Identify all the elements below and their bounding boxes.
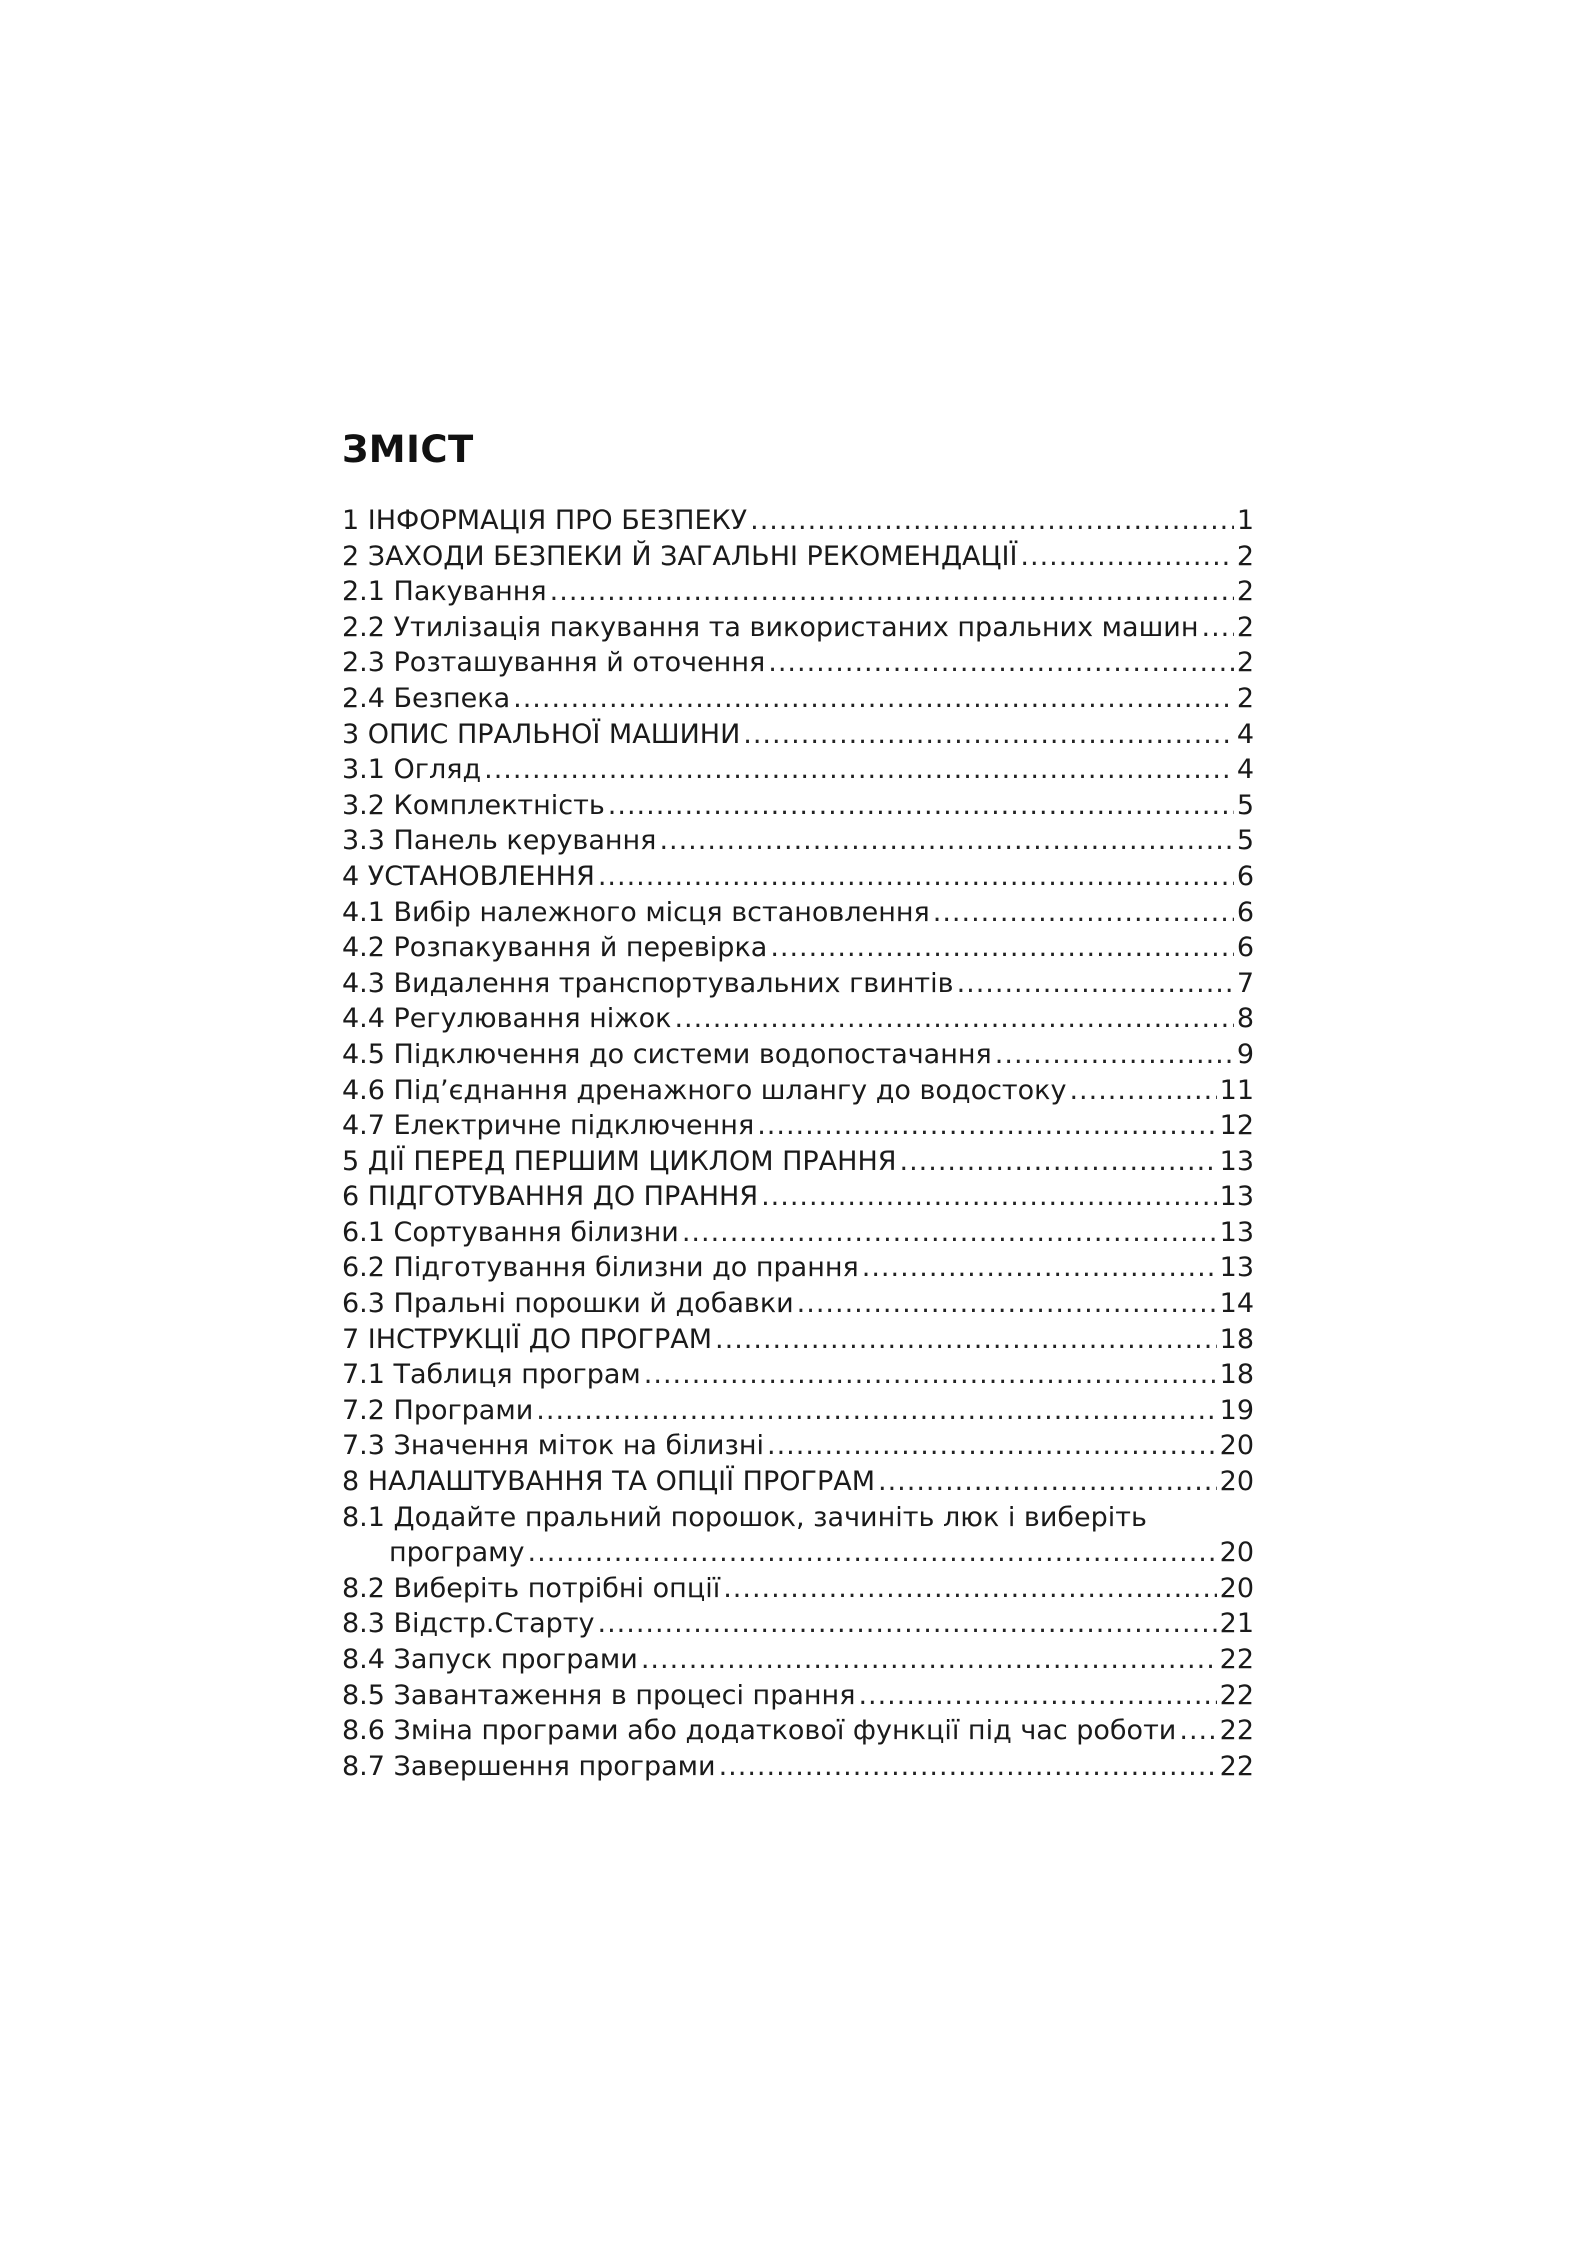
toc-entry	[342, 539, 1254, 575]
toc-dot-leader	[770, 930, 1234, 966]
toc-dot-leader	[878, 1464, 1217, 1500]
toc-title: ЗМІСТ	[342, 428, 474, 471]
toc-dot-leader	[528, 1535, 1217, 1571]
toc-entry	[342, 1179, 1254, 1215]
toc-dot-leader	[858, 1678, 1216, 1714]
toc-entry-label: 4.7 Електричне підключення	[342, 1110, 755, 1142]
toc-dot-leader	[598, 859, 1234, 895]
toc-entry	[342, 930, 1254, 966]
toc-entry	[342, 1073, 1254, 1109]
toc-dot-leader	[715, 1322, 1217, 1358]
toc-entry-label: 4.6 Під’єднання дренажного шлангу до водостоку	[342, 1074, 1067, 1106]
toc-entry-page: 9	[1236, 1038, 1254, 1070]
toc-entry	[342, 503, 1254, 539]
toc-entry-label: 2.1 Пакування	[342, 576, 547, 608]
toc-entry	[342, 645, 1254, 681]
toc-entry	[342, 859, 1254, 895]
toc-dot-leader	[933, 895, 1234, 931]
toc-entry-page: 6	[1236, 860, 1254, 892]
toc-entry-label: 3.2 Комплектність	[342, 789, 605, 821]
toc-entry-page: 22	[1219, 1679, 1254, 1711]
toc-entry-page: 22	[1219, 1750, 1254, 1782]
toc-dot-leader	[536, 1393, 1216, 1429]
toc-entry	[342, 1215, 1254, 1251]
toc-dot-leader	[644, 1357, 1217, 1393]
toc-entry	[342, 574, 1254, 610]
toc-entry-page: 4	[1236, 754, 1254, 786]
toc-entry	[342, 1571, 1254, 1607]
toc-list	[342, 503, 1254, 1784]
toc-entry	[342, 1606, 1254, 1642]
toc-dot-leader	[761, 1179, 1217, 1215]
toc-dot-leader	[797, 1286, 1217, 1322]
toc-entry-page: 2	[1236, 611, 1254, 643]
toc-entry	[342, 1108, 1254, 1144]
toc-entry-page: 20	[1219, 1572, 1254, 1604]
toc-dot-leader	[550, 574, 1234, 610]
toc-entry-page: 13	[1219, 1181, 1254, 1213]
toc-dot-leader	[513, 681, 1234, 717]
toc-entry	[342, 1428, 1254, 1464]
toc-dot-leader	[484, 752, 1234, 788]
toc-entry-label: 3 ОПИС ПРАЛЬНОЇ МАШИНИ	[342, 718, 741, 750]
toc-entry-page: 6	[1236, 932, 1254, 964]
toc-dot-leader	[659, 823, 1233, 859]
toc-entry	[342, 823, 1254, 859]
toc-dot-leader	[723, 1571, 1216, 1607]
toc-entry-page: 22	[1219, 1715, 1254, 1747]
toc-entry-page: 18	[1219, 1323, 1254, 1355]
toc-entry	[342, 1357, 1254, 1393]
toc-entry-label: 7.2 Програми	[342, 1394, 534, 1426]
toc-entry-page: 18	[1219, 1359, 1254, 1391]
toc-entry-page: 5	[1236, 825, 1254, 857]
toc-dot-leader	[757, 1108, 1216, 1144]
toc-entry	[342, 610, 1254, 646]
toc-dot-leader	[641, 1642, 1217, 1678]
toc-entry-page: 2	[1236, 576, 1254, 608]
toc-entry-page: 7	[1236, 967, 1254, 999]
toc-entry	[342, 1464, 1254, 1500]
toc-entry-page: 13	[1219, 1145, 1254, 1177]
toc-entry-page: 4	[1236, 718, 1254, 750]
toc-entry	[342, 1393, 1254, 1429]
toc-dot-leader	[995, 1037, 1234, 1073]
toc-entry-label: 6.1 Сортування білизни	[342, 1216, 679, 1248]
toc-entry-page: 12	[1219, 1110, 1254, 1142]
toc-entry	[342, 1144, 1254, 1180]
toc-dot-leader	[862, 1250, 1217, 1286]
toc-dot-leader	[768, 645, 1234, 681]
toc-entry-label: 4.2 Розпакування й перевірка	[342, 932, 768, 964]
toc-entry-label: 7.3 Значення міток на білизні	[342, 1430, 764, 1462]
toc-entry-label: 4.4 Регулювання ніжок	[342, 1003, 672, 1035]
toc-entry-label: 3.1 Огляд	[342, 754, 482, 786]
toc-dot-leader	[682, 1215, 1217, 1251]
toc-dot-leader	[900, 1144, 1217, 1180]
toc-dot-leader	[608, 788, 1234, 824]
toc-dot-leader	[957, 966, 1234, 1002]
toc-entry	[342, 1642, 1254, 1678]
toc-entry	[342, 1250, 1254, 1286]
toc-entry	[342, 966, 1254, 1002]
toc-entry	[342, 681, 1254, 717]
toc-entry-label: 2 ЗАХОДИ БЕЗПЕКИ Й ЗАГАЛЬНІ РЕКОМЕНДАЦІЇ	[342, 540, 1018, 572]
toc-entry	[342, 788, 1254, 824]
toc-entry-continuation	[342, 1535, 1254, 1571]
toc-entry-label: 4.3 Видалення транспортувальних гвинтів	[342, 967, 954, 999]
toc-entry-page: 2	[1236, 540, 1254, 572]
toc-entry-label-continuation: програму	[389, 1537, 525, 1569]
toc-entry-label: 5 ДІЇ ПЕРЕД ПЕРШИМ ЦИКЛОМ ПРАННЯ	[342, 1145, 897, 1177]
toc-entry-label: 1 ІНФОРМАЦІЯ ПРО БЕЗПЕКУ	[342, 505, 748, 536]
toc-entry	[342, 1322, 1254, 1358]
toc-entry-page: 14	[1219, 1288, 1254, 1320]
toc-dot-leader	[1069, 1073, 1216, 1109]
toc-entry-page: 19	[1219, 1394, 1254, 1426]
toc-entry	[342, 895, 1254, 931]
toc-entry-first-line	[342, 1500, 1254, 1536]
toc-entry-label: 4.5 Підключення до системи водопостачання	[342, 1038, 992, 1070]
toc-entry-page: 11	[1219, 1074, 1254, 1106]
toc-entry-page: 13	[1219, 1216, 1254, 1248]
toc-entry-label: 8.4 Запуск програми	[342, 1644, 638, 1675]
toc-entry-label: 3.3 Панель керування	[342, 825, 657, 857]
toc-entry	[342, 1037, 1254, 1073]
toc-entry-label: 6 ПІДГОТУВАННЯ ДО ПРАННЯ	[342, 1181, 759, 1213]
toc-entry-label: 2.2 Утилізація пакування та використаних пральних машин	[342, 611, 1199, 643]
toc-dot-leader	[1179, 1713, 1216, 1749]
toc-entry	[342, 717, 1254, 753]
toc-entry-page: 2	[1236, 682, 1254, 714]
toc-dot-leader	[597, 1606, 1216, 1642]
toc-entry-label: 8.5 Завантаження в процесі прання	[342, 1679, 856, 1711]
toc-dot-leader	[767, 1428, 1217, 1464]
toc-entry-label: 6.2 Підготування білизни до прання	[342, 1252, 859, 1284]
toc-dot-leader	[674, 1001, 1233, 1037]
toc-entry-label: 8.2 Виберіть потрібні опції	[342, 1572, 721, 1604]
toc-dot-leader	[743, 717, 1234, 753]
toc-entry	[342, 1678, 1254, 1714]
toc-entry-page: 22	[1219, 1644, 1254, 1675]
toc-dot-leader	[1202, 610, 1234, 646]
toc-entry-page: 20	[1219, 1466, 1254, 1498]
toc-entry-page: 6	[1236, 896, 1254, 928]
toc-entry-page: 5	[1236, 789, 1254, 821]
toc-entry	[342, 1713, 1254, 1749]
toc-entry-label: 8.7 Завершення програми	[342, 1750, 716, 1782]
toc-entry-label: 7.1 Таблиця програм	[342, 1359, 641, 1391]
toc-entry-page: 20	[1219, 1430, 1254, 1462]
toc-entry-page: 2	[1236, 647, 1254, 679]
toc-entry-page: 20	[1219, 1537, 1254, 1569]
toc-entry	[342, 752, 1254, 788]
toc-entry-page: 1	[1236, 505, 1254, 536]
toc-entry	[342, 1749, 1254, 1785]
toc-dot-leader	[719, 1749, 1217, 1785]
toc-entry-label: 6.3 Пральні порошки й добавки	[342, 1288, 794, 1320]
toc-entry-page: 13	[1219, 1252, 1254, 1284]
toc-entry-label: 2.4 Безпека	[342, 682, 511, 714]
toc-entry-page: 8	[1236, 1003, 1254, 1035]
toc-dot-leader	[750, 503, 1234, 539]
toc-entry-label: 8.3 Відстр.Старту	[342, 1608, 595, 1640]
toc-entry-page: 21	[1219, 1608, 1254, 1640]
toc-entry-label: 8.1 Додайте пральний порошок, зачиніть люк і виберіть	[342, 1501, 1147, 1533]
toc-entry-label: 4 УСТАНОВЛЕННЯ	[342, 860, 595, 892]
toc-entry	[342, 1286, 1254, 1322]
toc-entry	[342, 1001, 1254, 1037]
toc-entry-label: 2.3 Розташування й оточення	[342, 647, 766, 679]
toc-dot-leader	[1020, 539, 1233, 575]
toc-entry-label: 8 НАЛАШТУВАННЯ ТА ОПЦІЇ ПРОГРАМ	[342, 1466, 875, 1498]
toc-entry-label: 8.6 Зміна програми або додаткової функції під час роботи	[342, 1715, 1177, 1747]
toc-entry-label: 7 ІНСТРУКЦІЇ ДО ПРОГРАМ	[342, 1323, 713, 1355]
toc-entry-label: 4.1 Вибір належного місця встановлення	[342, 896, 930, 928]
